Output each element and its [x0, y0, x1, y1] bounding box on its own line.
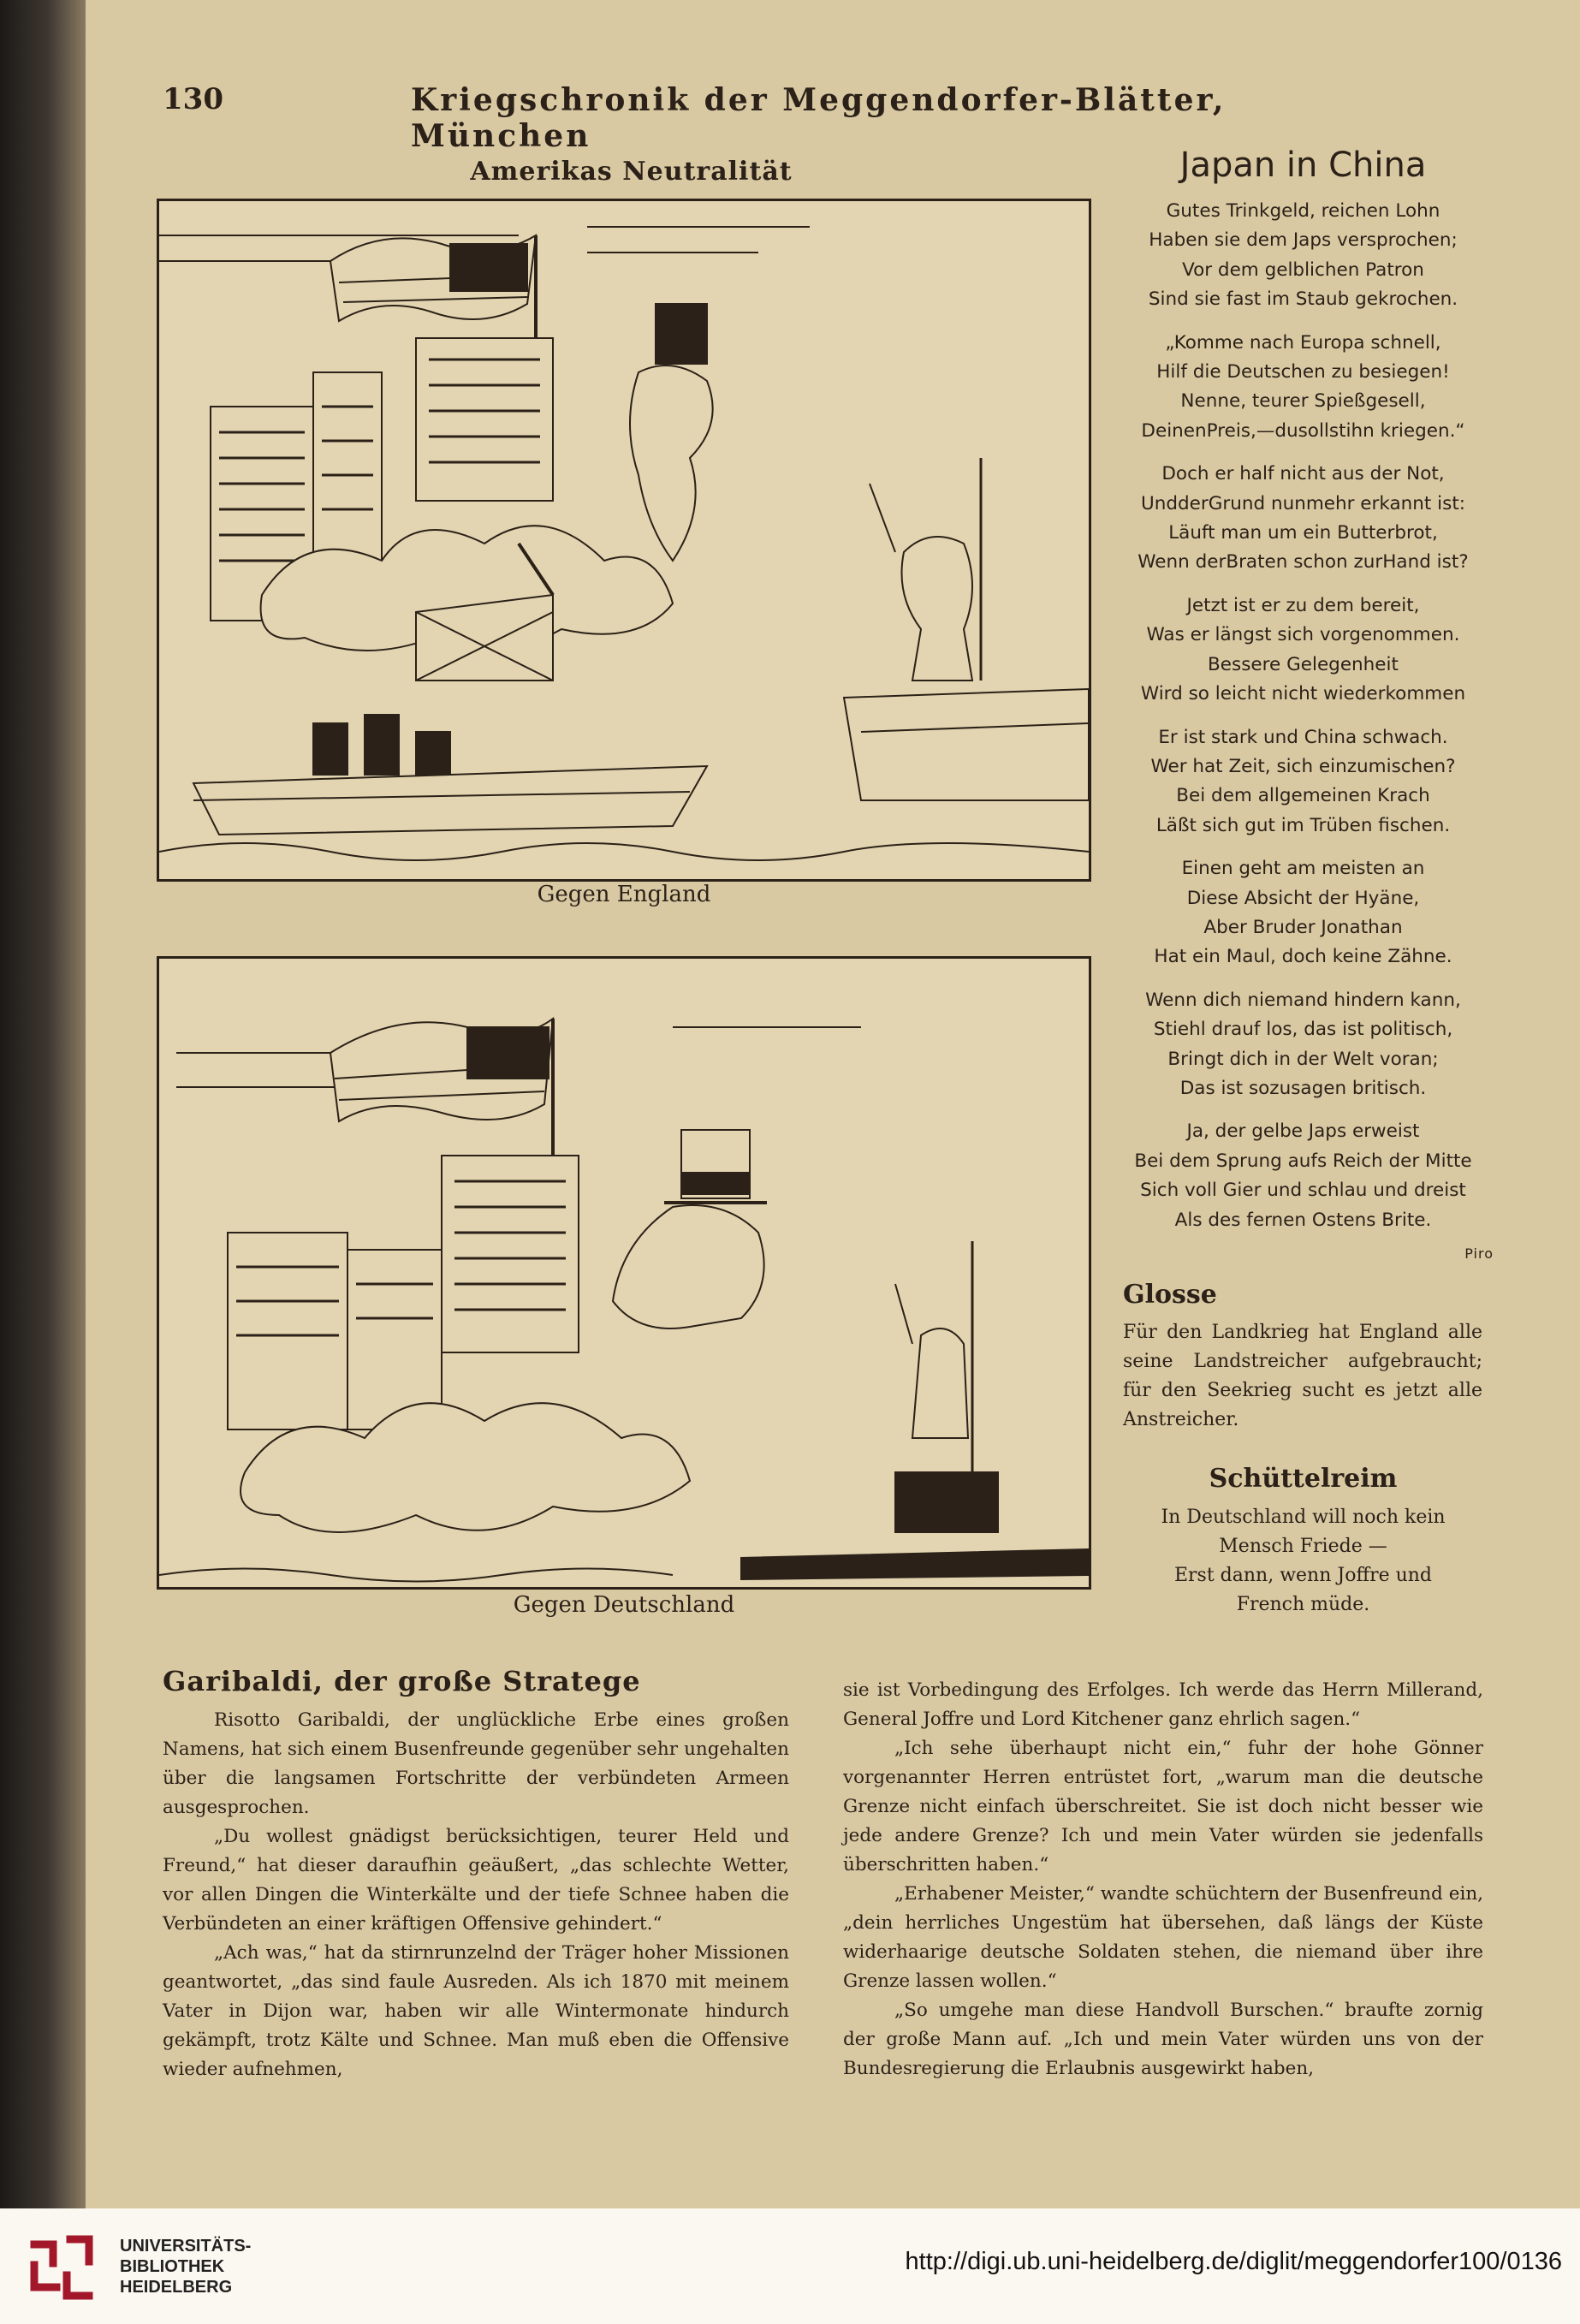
article-paragraph: „Ich sehe überhaupt nicht ein,“ fuhr der hohe Gönner vorgenannter Herren entrüstet fort, „warum man die deutsche Grenze nicht einfach überschreitet. Sie ist doch nicht besser wie jede andere Grenze? Ich und mein Vater würden sie jedenfalls überschritten haben.“: [843, 1738, 1483, 1875]
poem-line: Ja, der gelbe Japs erweist: [1186, 1120, 1420, 1143]
book-binding-shadow: [0, 0, 86, 2208]
article-paragraph: sie ist Vorbedingung des Erfolges. Ich werde das Herrn Millerand, General Joffre und Lord Kitchener ganz ehrlich sagen.“: [843, 1679, 1483, 1730]
cartoon-illustration-germany: [159, 959, 1089, 1587]
glosse-text: Für den Landkrieg hat England alle seine Landstreicher aufgebraucht; für den Seekrieg sucht es jetzt alle Anstreicher.: [1123, 1322, 1482, 1430]
poem-title: Japan in China: [1179, 146, 1427, 185]
poem-line: Bei dem allgemeinen Krach: [1176, 785, 1430, 807]
poem-signature: Piro: [1464, 1245, 1494, 1262]
schuettelreim-line: In Deutschland will noch kein: [1161, 1507, 1446, 1528]
article-paragraph: Risotto Garibaldi, der unglückliche Erbe eines großen Namens, hat sich einem Busenfreunde gegenüber sehr ungehalten über die langsamen Fortschritte der verbündeten Armeen ausgesprochen.: [163, 1709, 789, 1818]
poem-line: Gutes Trinkgeld, reichen Lohn: [1166, 200, 1440, 222]
poem-line: Doch er half nicht aus der Not,: [1161, 463, 1445, 485]
poem-line: Wer hat Zeit, sich einzumischen?: [1150, 755, 1456, 777]
poem-stanza: [1113, 460, 1494, 578]
poem-line: Bessere Gelegenheit: [1208, 653, 1399, 675]
library-name-line: BIBLIOTHEK: [120, 2257, 225, 2276]
poem-stanza: [1113, 197, 1494, 315]
article-paragraph: „Du wollest gnädigst berücksichtigen, teurer Held und Freund,“ hat dieser daraufhin geäußert, „das schlechte Wetter, vor allen Dingen die Winterkälte und der tiefe Schnee haben die Verbündeten an einer kräftigen Offensive gehindert.“: [163, 1826, 789, 1935]
poem-line: Hat ein Maul, doch keine Zähne.: [1154, 946, 1452, 968]
cartoon-panel-germany: [157, 956, 1091, 1590]
poem-line: Das ist sozusagen britisch.: [1179, 1077, 1427, 1099]
library-name-line: UNIVERSITÄTS-: [120, 2237, 252, 2256]
cartoon-caption-england: Gegen England: [537, 882, 711, 907]
article-paragraph: „So umgehe man diese Handvoll Burschen.“ braufte zornig der große Mann auf. „Ich und mein Vater würden uns von der Bundesregierung die Erlaubnis ausgewirkt haben,: [843, 2000, 1483, 2079]
poem-line: „Komme nach Europa schnell,: [1165, 331, 1441, 354]
poem-line: Aber Bruder Jonathan: [1203, 916, 1403, 938]
poem-line: Bringt dich in der Welt voran;: [1167, 1048, 1439, 1070]
poem-line: Wenn dich niemand hindern kann,: [1145, 989, 1461, 1011]
poem-line: DeinenPreis,—dusollstihn kriegen.“: [1141, 419, 1465, 442]
poem-stanza: [1113, 854, 1494, 972]
poem-line: Wenn derBraten schon zurHand ist?: [1137, 551, 1469, 574]
poem-line: Stiehl drauf los, das ist politisch,: [1153, 1019, 1453, 1041]
schuettelreim-line: Mensch Friede —: [1219, 1536, 1387, 1557]
poem-line: UndderGrund nunmehr erkannt ist:: [1141, 492, 1465, 514]
poem-stanza: [1113, 329, 1494, 447]
article-column-left: [163, 1706, 789, 2084]
poem-japan-in-china: [1113, 197, 1494, 1249]
poem-line: Nenne, teurer Spießgesell,: [1180, 390, 1426, 413]
poem-line: Läuft man um ein Butterbrot,: [1168, 522, 1438, 544]
poem-line: Sich voll Gier und schlau und dreist: [1140, 1180, 1466, 1202]
poem-line: Bei dem Sprung aufs Reich der Mitte: [1134, 1150, 1472, 1172]
page-number: 130: [163, 82, 223, 116]
schuettelreim-line: Erst dann, wenn Joffre und: [1173, 1565, 1433, 1586]
schuettelreim-text: [1113, 1503, 1494, 1620]
article-title: Garibaldi, der große Stratege: [163, 1665, 641, 1697]
poem-line: Jetzt ist er zu dem bereit,: [1186, 594, 1420, 616]
article-paragraph: „Erhabener Meister,“ wandte schüchtern der Busenfreund ein, „dein herrliches Ungestüm hat übersehen, daß längs der Küste widerhaarige deutsche Soldaten stehen, die niemand über ihre Grenze lassen wollen.“: [843, 1883, 1483, 1992]
poem-line: Als des fernen Ostens Brite.: [1174, 1209, 1432, 1231]
permalink-url[interactable]: http://digi.ub.uni-heidelberg.de/diglit/meggendorfer100/0136: [905, 2248, 1562, 2275]
poem-stanza: [1113, 986, 1494, 1104]
article-column-right: [843, 1676, 1483, 2083]
poem-stanza: [1113, 591, 1494, 710]
schuettelreim-line: French müde.: [1236, 1594, 1370, 1615]
poem-line: Einen geht am meisten an: [1181, 858, 1425, 880]
library-logo-icon: [19, 2227, 104, 2309]
library-name: [120, 2236, 251, 2297]
poem-stanza: [1113, 1117, 1494, 1235]
cartoon-panel-england: [157, 199, 1091, 882]
library-name-line: HEIDELBERG: [120, 2278, 233, 2297]
poem-line: Vor dem gelblichen Patron: [1182, 259, 1424, 281]
poem-line: Hilf die Deutschen zu besiegen!: [1156, 361, 1450, 383]
poem-line: Haben sie dem Japs versprochen;: [1149, 229, 1458, 252]
poem-stanza: [1113, 723, 1494, 841]
poem-line: Wird so leicht nicht wiederkommen: [1140, 683, 1466, 705]
cartoon-illustration-england: [159, 201, 1089, 879]
poem-line: Läßt sich gut im Trüben fischen.: [1155, 814, 1451, 836]
poem-line: Diese Absicht der Hyäne,: [1186, 887, 1420, 909]
poem-line: Er ist stark und China schwach.: [1158, 726, 1448, 748]
poem-line: Was er längst sich vorgenommen.: [1146, 624, 1460, 646]
schuettelreim-title: Schüttelreim: [1209, 1464, 1398, 1494]
article-paragraph: „Ach was,“ hat da stirnrunzelnd der Träger hoher Missionen geantwortet, „das sind faule Ausreden. Als ich 1870 mit meinem Vater in Dijon war, haben wir alle Wintermonate hindurch gekämpft, trotz Kälte und Schnee. Man muß eben die Offensive wieder aufnehmen,: [163, 1942, 789, 2080]
cartoon-caption-germany: Gegen Deutschland: [513, 1592, 735, 1618]
running-head: Kriegschronik der Meggendorfer-Blätter, München: [411, 82, 1227, 154]
glosse-title: Glosse: [1123, 1280, 1217, 1310]
comic-title: Amerikas Neutralität: [470, 157, 793, 187]
poem-line: Sind sie fast im Staub gekrochen.: [1148, 288, 1458, 311]
